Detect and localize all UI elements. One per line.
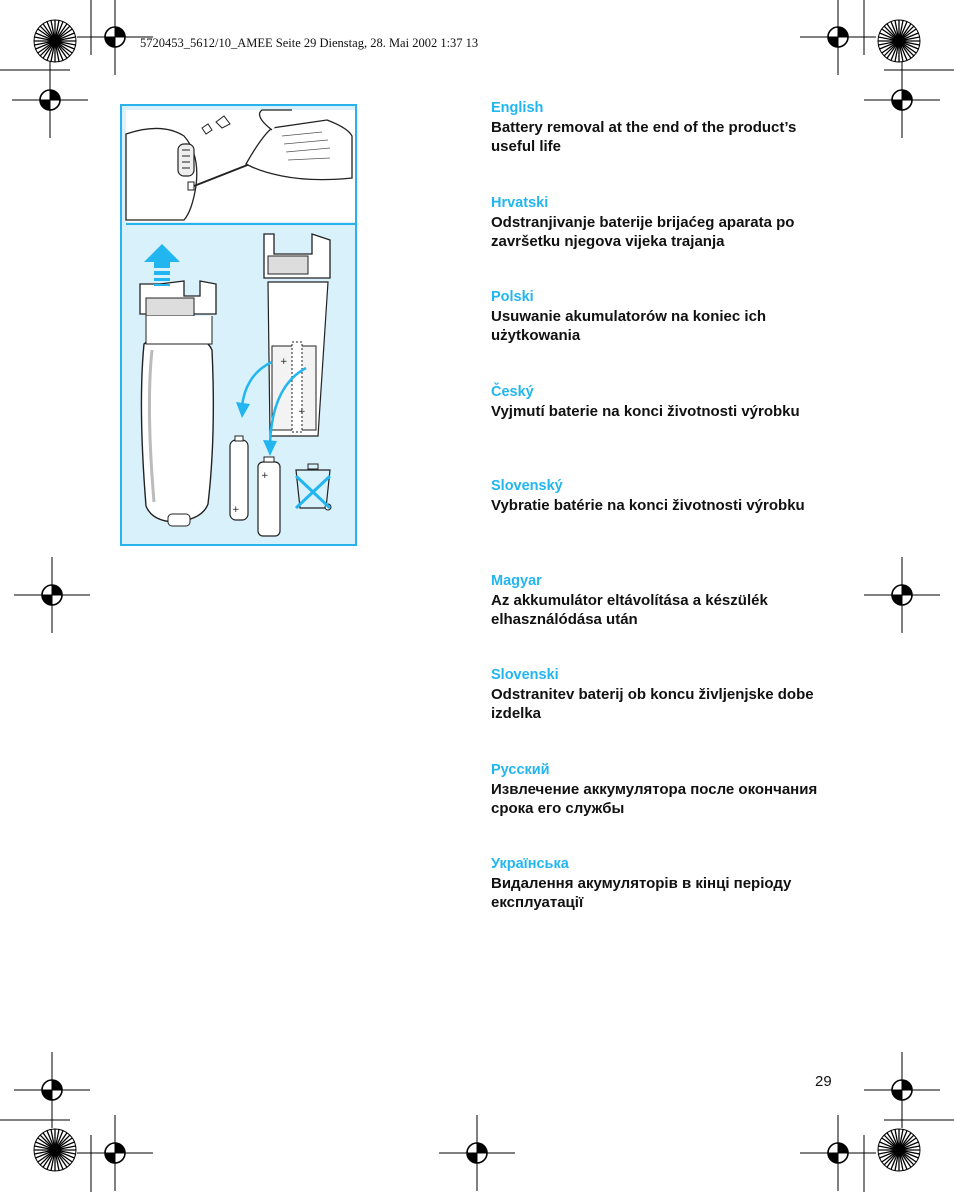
section-polski (491, 288, 841, 383)
section-slovensky (491, 477, 841, 572)
section-russkiy (491, 761, 841, 856)
language-heading: English (491, 100, 544, 116)
svg-text:+: + (261, 471, 269, 481)
page-number: 29 (815, 1073, 832, 1090)
language-heading: Magyar (491, 572, 542, 589)
language-heading: Українська (491, 856, 569, 872)
section-text: Battery removal at the end of the product’s useful life (491, 119, 797, 155)
language-heading: Český (491, 383, 534, 400)
section-hrvatski (491, 194, 841, 289)
section-text: Odstranitev baterij ob koncu življenjske dobe izdelka (491, 686, 814, 722)
section-text: Vybratie batérie na konci životnosti výrobku (491, 497, 805, 514)
crossed-bin-icon (296, 464, 331, 510)
section-text: Извлечение аккумулятора после окончания срока его службы (491, 780, 818, 817)
svg-text:+: + (232, 505, 240, 515)
section-slovenski (491, 666, 841, 761)
language-heading: Русский (491, 761, 550, 778)
language-heading: Slovenský (491, 478, 563, 494)
screwdriver-step-drawing (126, 110, 355, 224)
section-ukrainska (491, 855, 841, 950)
section-text: Usuwanie akumulatorów na koniec ich użytkowania (491, 308, 767, 344)
section-magyar (491, 572, 841, 667)
svg-text:+: + (298, 407, 306, 417)
section-text: Видалення акумуляторів в кінці періоду експлуатації (491, 875, 792, 911)
language-heading: Polski (491, 289, 534, 305)
language-heading: Slovenski (491, 667, 559, 683)
section-english (491, 99, 841, 194)
section-text: Vyjmutí baterie na konci životnosti výrobku (491, 402, 800, 420)
battery-removal-illustration (120, 104, 357, 546)
section-text: Odstranjivanje baterije brijaćeg aparata po završetku njegova vijeka trajanja (491, 213, 795, 250)
language-heading: Hrvatski (491, 194, 549, 211)
battery-icon (230, 436, 280, 536)
svg-text:+: + (280, 357, 288, 367)
section-text: Az akkumulátor eltávolítása a készülék elhasználódása után (491, 591, 768, 628)
up-arrow-icon (144, 244, 180, 286)
shaver-body-drawing (140, 281, 216, 526)
section-cesky (491, 383, 841, 478)
open-shaver-drawing (264, 234, 330, 436)
language-sections (491, 99, 841, 950)
print-header: 5720453_5612/10_AMEE Seite 29 Dienstag, 28. Mai 2002 1:37 13 (140, 36, 479, 50)
